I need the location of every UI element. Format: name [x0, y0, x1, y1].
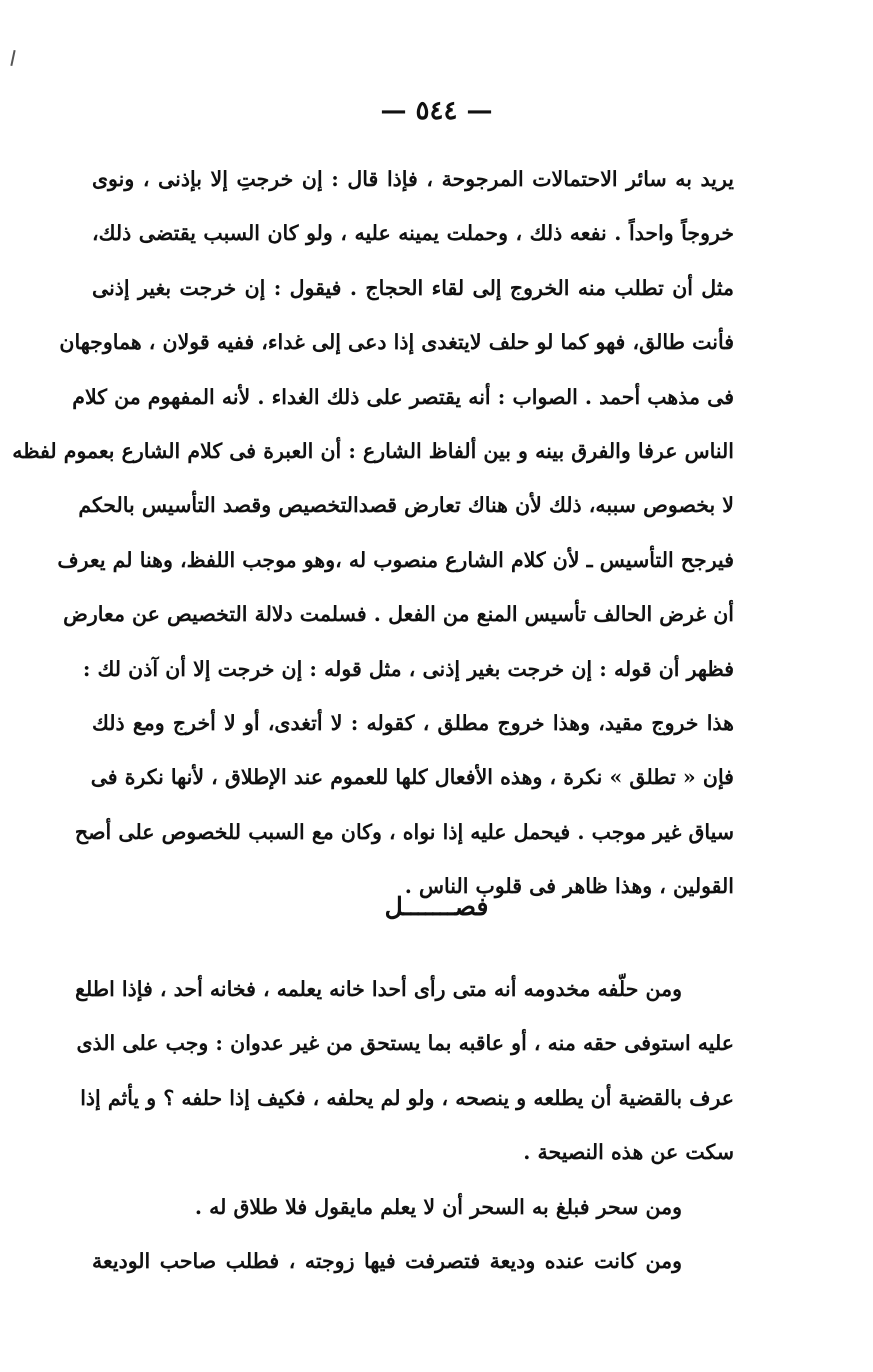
margin-mark: [10, 50, 15, 66]
text-line: عليه استوفى حقه منه ، أو عاقبه بما يستحق من غير عدوان : وجب على الذى: [76, 1031, 734, 1056]
paragraph-4: ومن كانت عنده وديعة فتصرفت فيها زوجته ، فطلب صاحب الوديعة: [92, 1249, 682, 1273]
text-line: هذا خروج مقيد، وهذا خروج مطلق ، كقوله : لا أتغدى، أو لا أخرج ومع ذلك: [92, 710, 734, 735]
text-line: فى مذهب أحمد . الصواب : أنه يقتصر على ذلك الغداء . لأنه المفهوم من كلام: [72, 384, 734, 409]
text-line: فيرجح التأسيس ـ لأن كلام الشارع منصوب له ،وهو موجب اللفظ، وهنا لم يعرف: [57, 547, 734, 572]
text-line: مثل أن تطلب منه الخروج إلى لقاء الحجاج . فيقول : إن خرجت بغير إذنى: [92, 275, 734, 300]
text-line: سياق غير موجب . فيحمل عليه إذا نواه ، وكان مع السبب للخصوص على أصح: [74, 819, 734, 844]
text-line: يريد به سائر الاحتمالات المرجوحة ، فإذا قال : إن خرجتِ إلا بإذنى ، ونوى: [92, 167, 734, 191]
section-heading: فصـــــــل: [384, 892, 489, 921]
text-line: فظهر أن قوله : إن خرجت بغير إذنى ، مثل قوله : إن خرجت إلا أن آذن لك :: [82, 656, 734, 681]
paragraph-1: [12, 152, 734, 913]
text-line: فأنت طالق، فهو كما لو حلف لايتغدى إذا دعى إلى غداء، ففيه قولان ، هماوجهان: [59, 330, 734, 355]
text-line: خروجاً واحداً . نفعه ذلك ، وحملت يمينه عليه ، ولو كان السبب يقتضى ذلك،: [92, 221, 734, 246]
text-line: عرف بالقضية أن يطلعه و ينصحه ، ولو لم يحلفه ، فكيف إذا حلفه ؟ و يأثم إذا: [80, 1085, 734, 1110]
text-line: سكت عن هذه النصيحة .: [523, 1140, 734, 1165]
text-line: أن غرض الحالف تأسيس المنع من الفعل . فسلمت دلالة التخصيص عن معارض: [63, 602, 734, 627]
text-line: لا بخصوص سببه، ذلك لأن هناك تعارض قصدالتخصيص وقصد التأسيس بالحكم: [78, 493, 734, 518]
paragraph-3: ومن سحر فبلغ به السحر أن لا يعلم مايقول فلا طلاق له .: [194, 1195, 682, 1219]
paragraph-2: [75, 962, 734, 1180]
text-line: الناس عرفا والفرق بينه و بين ألفاظ الشارع : أن العبرة فى كلام الشارع بعموم لفظه: [12, 438, 734, 463]
text-line: القولين ، وهذا ظاهر فى قلوب الناس .: [404, 874, 734, 899]
text-line: ومن حلّفه مخدومه أنه متى رأى أحدا خانه يعلمه ، فخانه أحد ، فإذا اطلع: [75, 977, 682, 1001]
text-line: فإن « تطلق » نكرة ، وهذه الأفعال كلها للعموم عند الإطلاق ، لأنها نكرة فى: [90, 765, 734, 790]
page-number: — ٥٤٤ —: [380, 96, 493, 126]
